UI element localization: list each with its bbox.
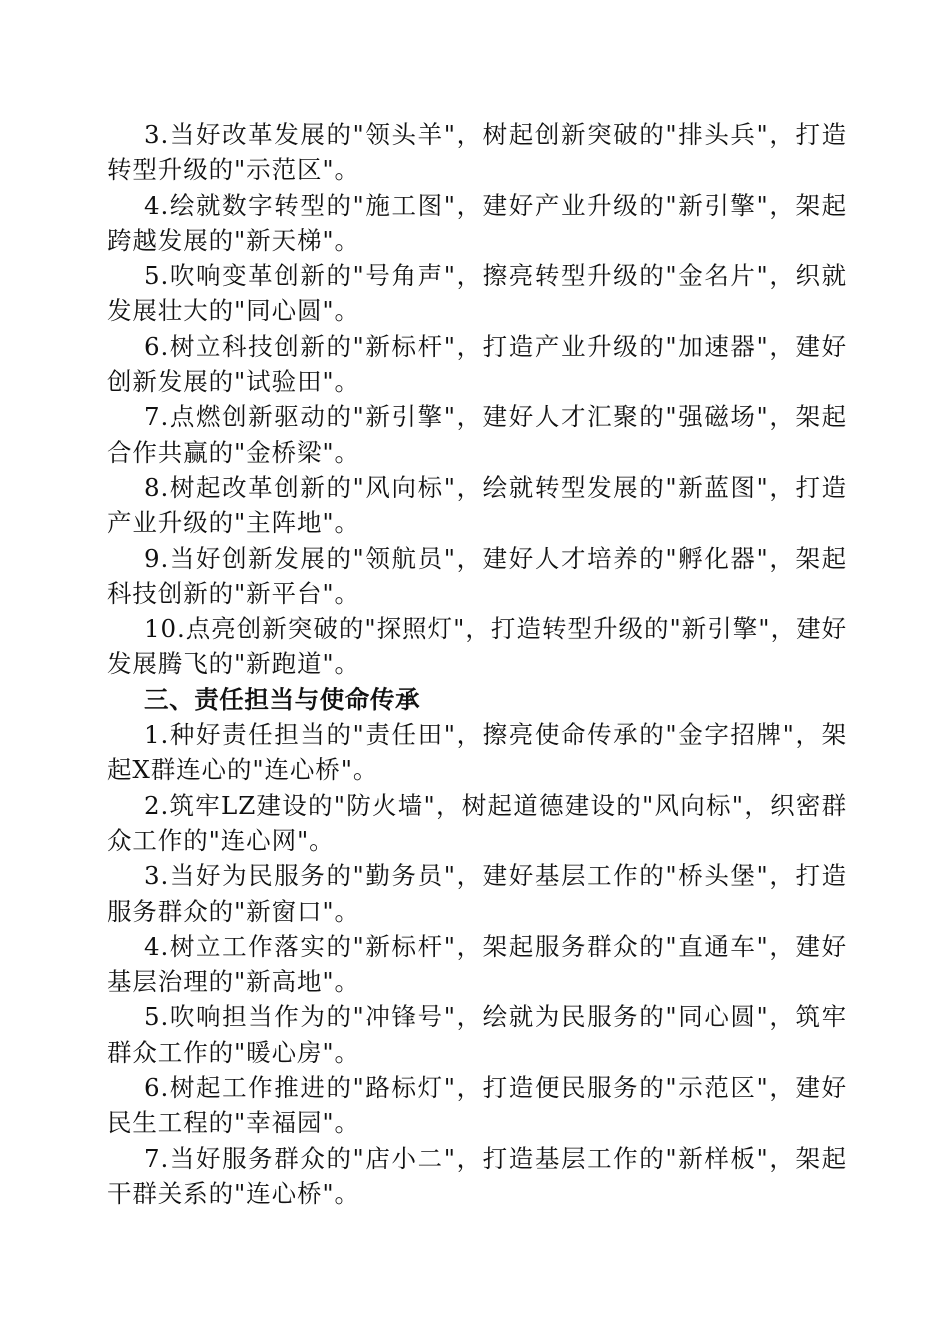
document-body xyxy=(107,117,847,1211)
paragraph: 8.树起改革创新的"风向标"，绘就转型发展的"新蓝图"，打造产业升级的"主阵地"。 xyxy=(107,472,847,538)
paragraph: 4.树立工作落实的"新标杆"，架起服务群众的"直通车"，建好基层治理的"新高地"。 xyxy=(107,931,847,997)
paragraph: 10.点亮创新突破的"探照灯"，打造转型升级的"新引擎"，建好发展腾飞的"新跑道"。 xyxy=(107,614,847,679)
paragraph: 3.当好为民服务的"勤务员"，建好基层工作的"桥头堡"，打造服务群众的"新窗口"。 xyxy=(107,861,847,926)
paragraph: 9.当好创新发展的"领航员"，建好人才培养的"孵化器"，架起科技创新的"新平台"。 xyxy=(107,543,847,608)
paragraph: 3.当好改革发展的"领头羊"，树起创新突破的"排头兵"，打造转型升级的"示范区"。 xyxy=(107,120,847,185)
paragraph: 7.当好服务群众的"店小二"，打造基层工作的"新样板"，架起干群关系的"连心桥"。 xyxy=(107,1143,847,1208)
paragraph: 5.吹响变革创新的"号角声"，擦亮转型升级的"金名片"，织就发展壮大的"同心圆"。 xyxy=(107,261,847,326)
paragraph: 6.树起工作推进的"路标灯"，打造便民服务的"示范区"，建好民生工程的"幸福园"。 xyxy=(107,1073,847,1138)
paragraph: 2.筑牢LZ建设的"防火墙"，树起道德建设的"风向标"，织密群众工作的"连心网"。 xyxy=(107,790,847,855)
paragraph: 1.种好责任担当的"责任田"，擦亮使命传承的"金字招牌"，架起X群连心的"连心桥"。 xyxy=(107,720,847,785)
paragraph: 7.点燃创新驱动的"新引擎"，建好人才汇聚的"强磁场"，架起合作共赢的"金桥梁"。 xyxy=(107,402,847,467)
paragraph: 4.绘就数字转型的"施工图"，建好产业升级的"新引擎"，架起跨越发展的"新天梯"。 xyxy=(107,190,847,255)
paragraph: 6.树立科技创新的"新标杆"，打造产业升级的"加速器"，建好创新发展的"试验田"。 xyxy=(107,331,847,397)
paragraph: 5.吹响担当作为的"冲锋号"，绘就为民服务的"同心圆"，筑牢群众工作的"暖心房"。 xyxy=(107,1002,847,1067)
section-heading: 三、责任担当与使命传承 xyxy=(144,684,421,714)
